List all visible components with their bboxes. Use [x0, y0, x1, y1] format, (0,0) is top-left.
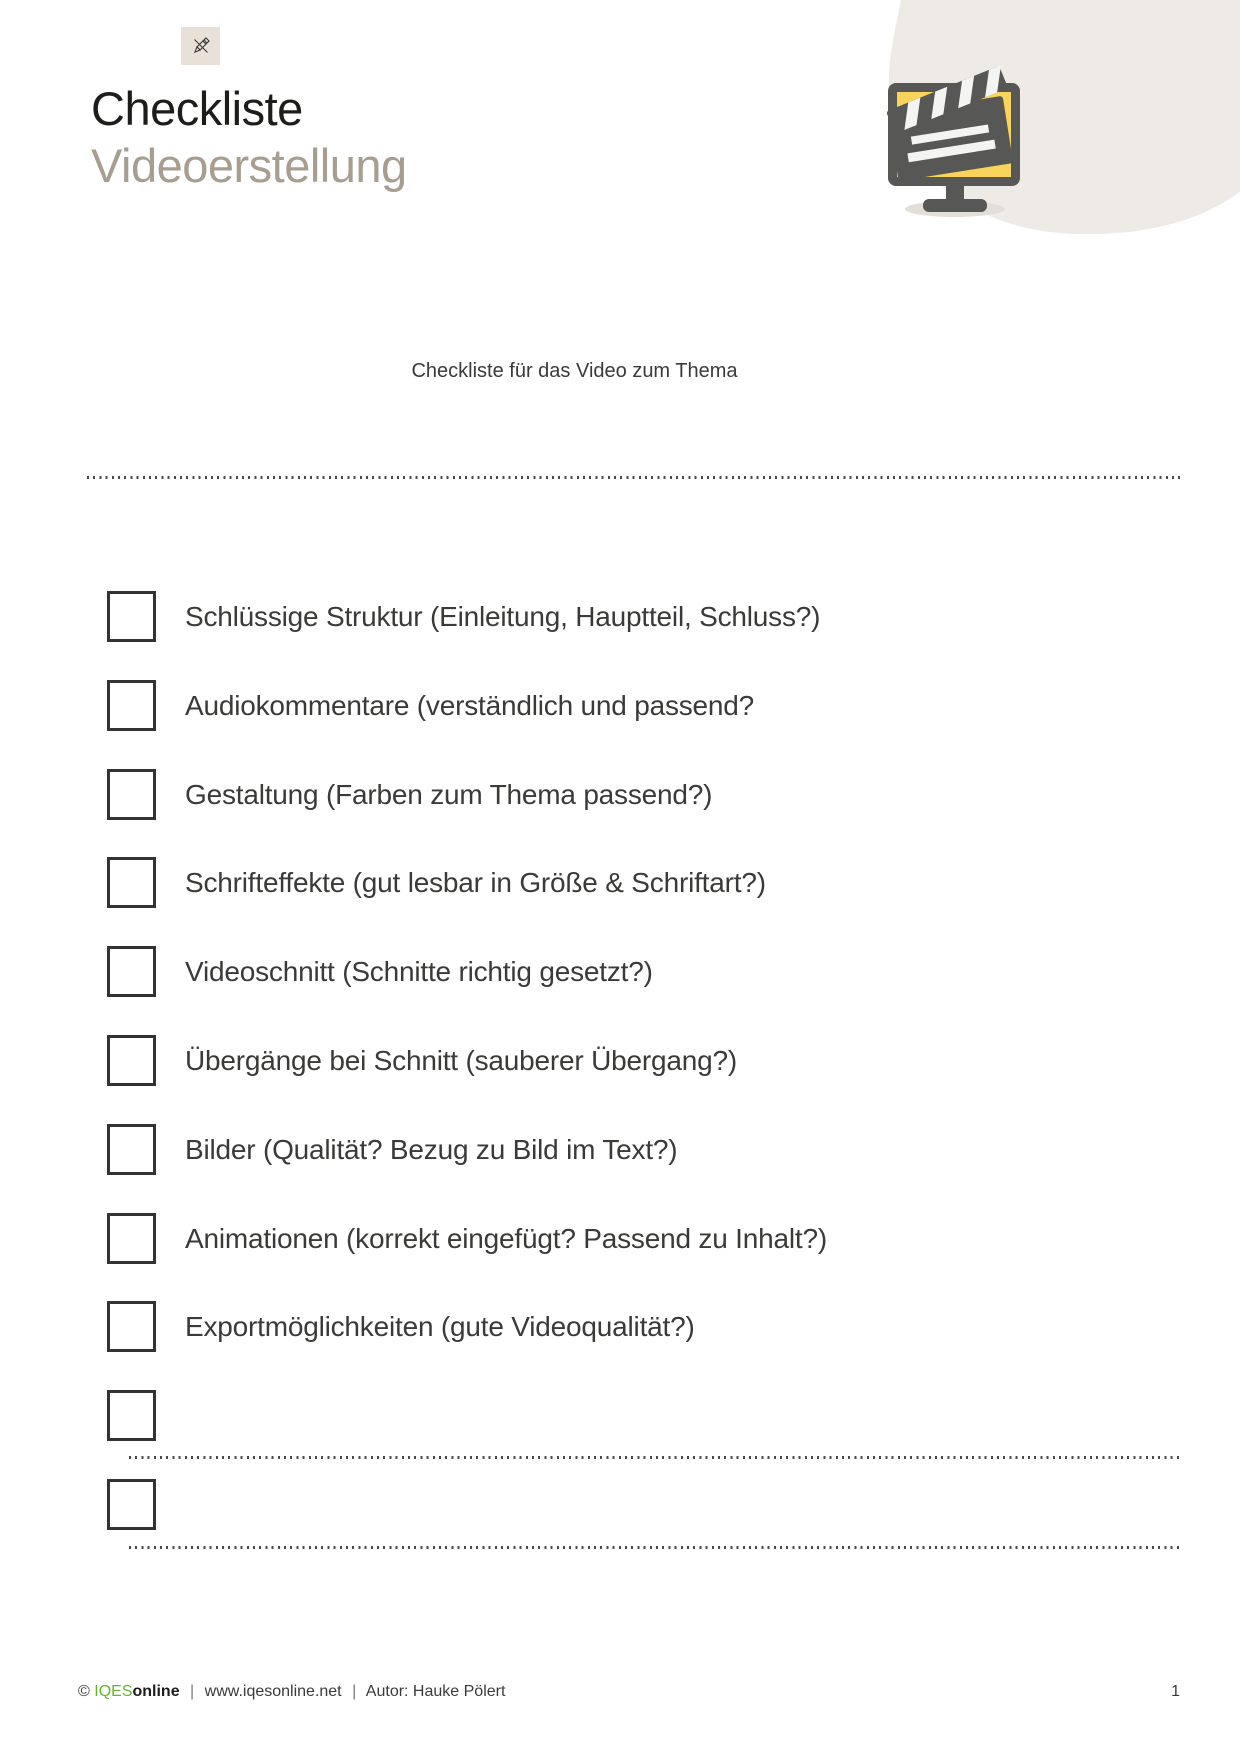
checklist-row: [107, 946, 653, 997]
checklist-item-label: Animationen (korrekt eingefügt? Passend zu Inhalt?): [185, 1222, 827, 1254]
checklist-item-label: Exportmöglichkeiten (gute Videoqualität?): [185, 1310, 695, 1342]
checklist-row: [107, 1035, 737, 1086]
write-in-line-1[interactable]: [129, 1456, 1180, 1459]
title-line-2: Videoerstellung: [91, 139, 407, 192]
write-in-line-2[interactable]: [129, 1546, 1180, 1549]
checkbox[interactable]: [107, 1035, 156, 1086]
header-chip: [181, 27, 220, 65]
checkbox[interactable]: [107, 1124, 156, 1175]
brand-iqes: IQES: [94, 1683, 133, 1700]
page-title: [91, 80, 407, 194]
checklist-row: [107, 680, 754, 731]
checklist-item-label: Schrifteffekte (gut lesbar in Größe & Schriftart?): [185, 866, 766, 898]
pencil-cross-icon: [190, 35, 212, 57]
checklist-item-label: Audiokommentare (verständlich und passend?: [185, 689, 755, 721]
checklist-row: [107, 1390, 185, 1441]
subtitle: Checkliste für das Video zum Thema: [411, 360, 738, 382]
checklist-row: [107, 1213, 827, 1264]
checkbox[interactable]: [107, 946, 156, 997]
checklist-item-label: Videoschnitt (Schnitte richtig gesetzt?): [185, 955, 653, 987]
footer-separator-2: |: [352, 1683, 357, 1700]
checkbox[interactable]: [107, 1213, 156, 1264]
checkbox[interactable]: [107, 857, 156, 908]
checklist-row: [107, 1479, 185, 1530]
checkbox[interactable]: [107, 591, 156, 642]
clapperboard-monitor-icon: [760, 0, 1240, 260]
checklist-row: [107, 591, 820, 642]
brand-online: online: [132, 1683, 180, 1700]
checkbox[interactable]: [107, 680, 156, 731]
checklist-row: [107, 1301, 695, 1352]
checkbox[interactable]: [107, 1479, 156, 1530]
checklist-row: [107, 769, 712, 820]
checklist-item-label: Bilder (Qualität? Bezug zu Bild im Text?): [185, 1133, 678, 1165]
checkbox[interactable]: [107, 1301, 156, 1352]
checkbox[interactable]: [107, 769, 156, 820]
footer-author: Autor: Hauke Pölert: [365, 1683, 506, 1700]
checklist-row: [107, 1124, 677, 1175]
checklist-item-label: Schlüssige Struktur (Einleitung, Hauptteil, Schluss?): [185, 600, 821, 632]
footer-website: www.iqesonline.net: [204, 1683, 342, 1700]
checklist-row: [107, 857, 766, 908]
title-line-1: Checkliste: [91, 82, 303, 135]
checklist-item-label: Gestaltung (Farben zum Thema passend?): [185, 778, 713, 810]
checkbox[interactable]: [107, 1390, 156, 1441]
checklist-item-label: Übergänge bei Schnitt (sauberer Übergang?): [185, 1044, 737, 1076]
footer-separator-1: |: [190, 1683, 195, 1700]
copyright-symbol: ©: [78, 1683, 90, 1700]
page-number: 1: [1171, 1683, 1180, 1700]
divider-dotted-line: [87, 476, 1180, 479]
footer: [78, 1683, 505, 1701]
